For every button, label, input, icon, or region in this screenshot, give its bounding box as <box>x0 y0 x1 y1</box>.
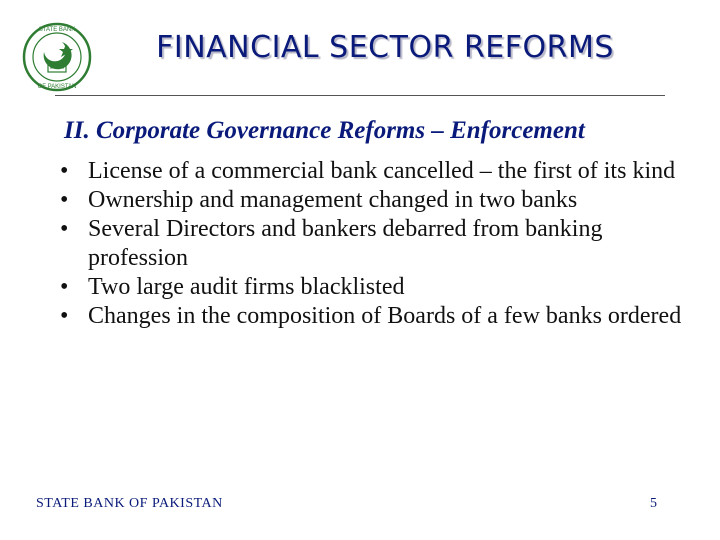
bullet-item <box>60 157 700 186</box>
title-divider <box>55 95 665 96</box>
bullet-marker: • <box>60 216 69 242</box>
bullet-item <box>60 273 700 302</box>
bullet-text: License of a commercial bank cancelled – the first of its kind <box>88 158 676 184</box>
bullet-marker: • <box>60 274 69 300</box>
bullet-marker: • <box>60 187 69 213</box>
bullet-text: Two large audit firms blacklisted <box>88 274 405 300</box>
svg-text:OF PAKISTAN: OF PAKISTAN <box>37 84 77 90</box>
section-subtitle: II. Corporate Governance Reforms – Enforcement <box>64 117 585 144</box>
bullet-item <box>60 302 700 331</box>
bullet-list <box>60 157 700 331</box>
svg-text:STATE BANK: STATE BANK <box>38 27 76 33</box>
bullet-item <box>60 215 700 273</box>
bullet-text: Changes in the composition of Boards of a few banks ordered <box>88 303 682 329</box>
bullet-marker: • <box>60 158 69 184</box>
slide-title: FINANCIAL SECTOR REFORMS <box>156 30 614 65</box>
page-number: 5 <box>650 496 657 511</box>
footer-organization: STATE BANK OF PAKISTAN <box>36 496 223 511</box>
bullet-marker: • <box>60 303 69 329</box>
bullet-text: Ownership and management changed in two banks <box>88 187 578 213</box>
bullet-item <box>60 186 700 215</box>
bullet-text: Several Directors and bankers debarred from banking profession <box>88 216 603 271</box>
